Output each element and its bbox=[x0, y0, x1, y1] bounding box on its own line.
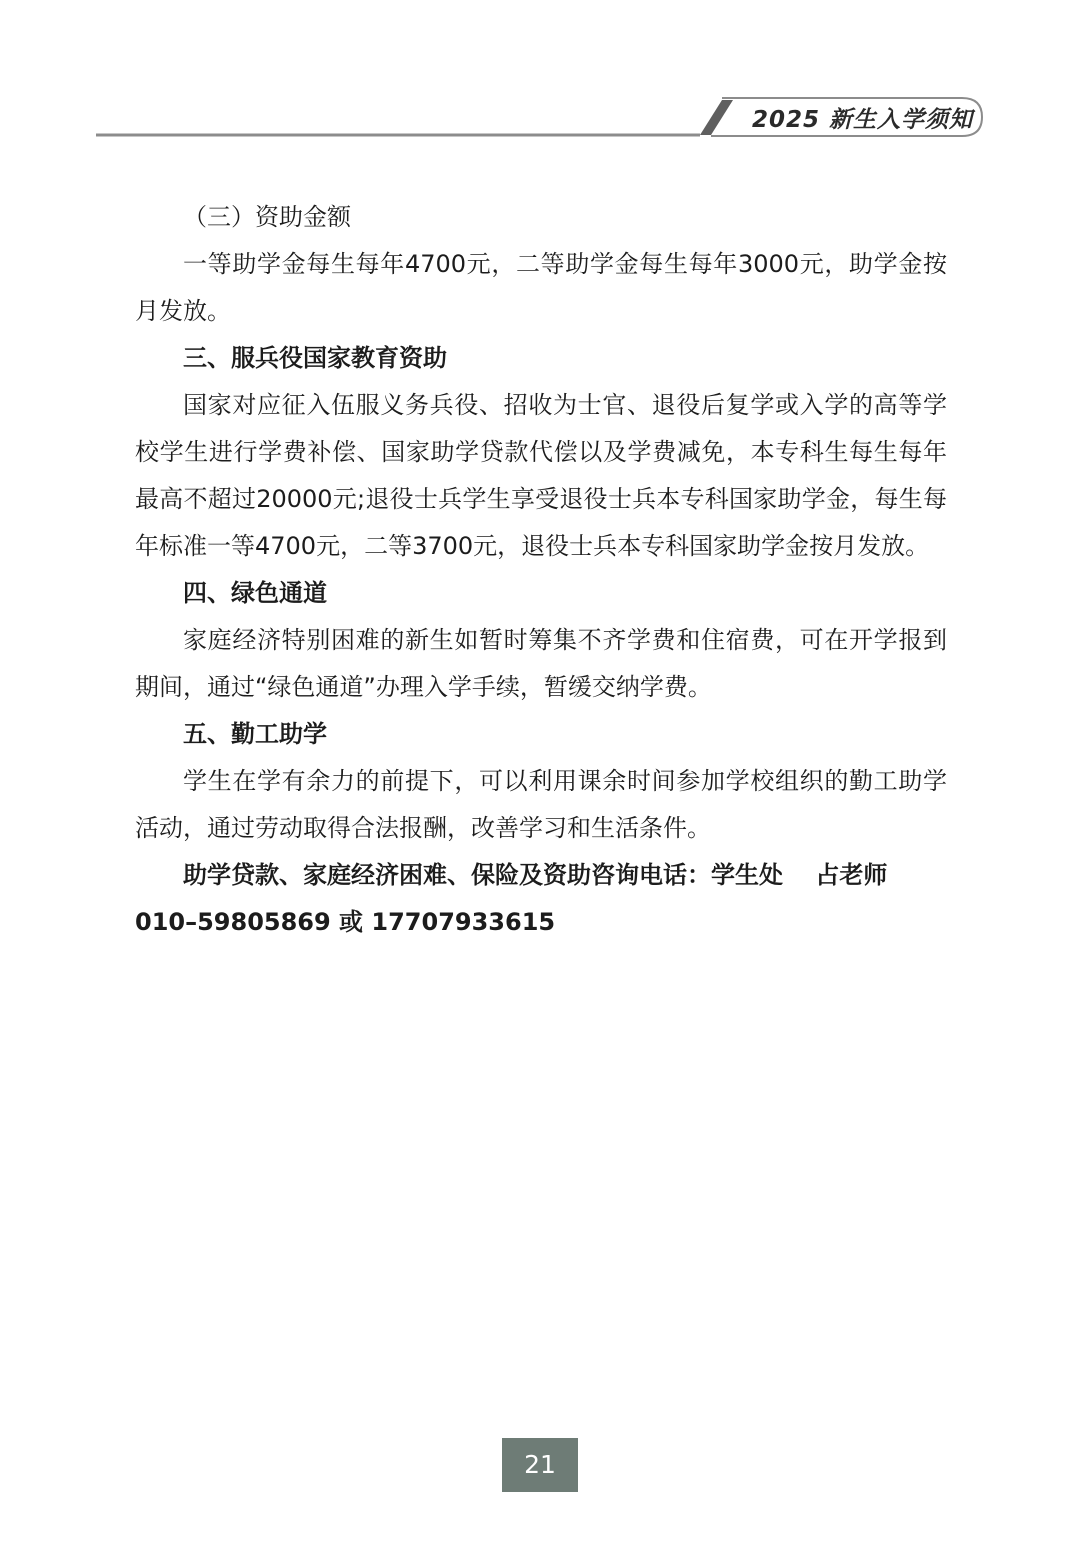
subsection-3-body: 一等助学金每生每年4700元，二等助学金每生每年3000元，助学金按月发放。 bbox=[135, 250, 947, 325]
section-4-heading: 四、绿色通道 bbox=[183, 579, 327, 607]
contact-phones: 010–59805869 或 17707933615 bbox=[135, 908, 556, 936]
section-5-heading: 五、勤工助学 bbox=[183, 720, 327, 748]
header-title: 2025 新生入学须知 bbox=[752, 107, 974, 133]
section-3-heading: 三、服兵役国家教育资助 bbox=[183, 344, 447, 372]
section-5-body: 学生在学有余力的前提下，可以利用课余时间参加学校组织的勤工助学活动，通过劳动取得合法报酬，改善学习和生活条件。 bbox=[135, 767, 947, 842]
subsection-3-heading: （三）资助金额 bbox=[183, 203, 351, 231]
section-4-body: 家庭经济特别困难的新生如暂时筹集不齐学费和住宿费，可在开学报到期间，通过“绿色通道”办理入学手续，暂缓交纳学费。 bbox=[135, 626, 947, 701]
contact-label: 助学贷款、家庭经济困难、保险及资助咨询电话：学生处 占老师 bbox=[183, 861, 888, 889]
header-slash-bar bbox=[700, 100, 733, 135]
section-3-body: 国家对应征入伍服义务兵役、招收为士官、退役后复学或入学的高等学校学生进行学费补偿、国家助学贷款代偿以及学费减免，本专科生每生每年最高不超过20000元;退役士兵学生享受退役士兵本专科国家助学金，每生每年标准一等4700元，二等3700元，退役士兵本专科国家助学金按月发放。 bbox=[135, 391, 947, 560]
page-number: 21 bbox=[502, 1438, 578, 1492]
document-body bbox=[135, 194, 947, 946]
